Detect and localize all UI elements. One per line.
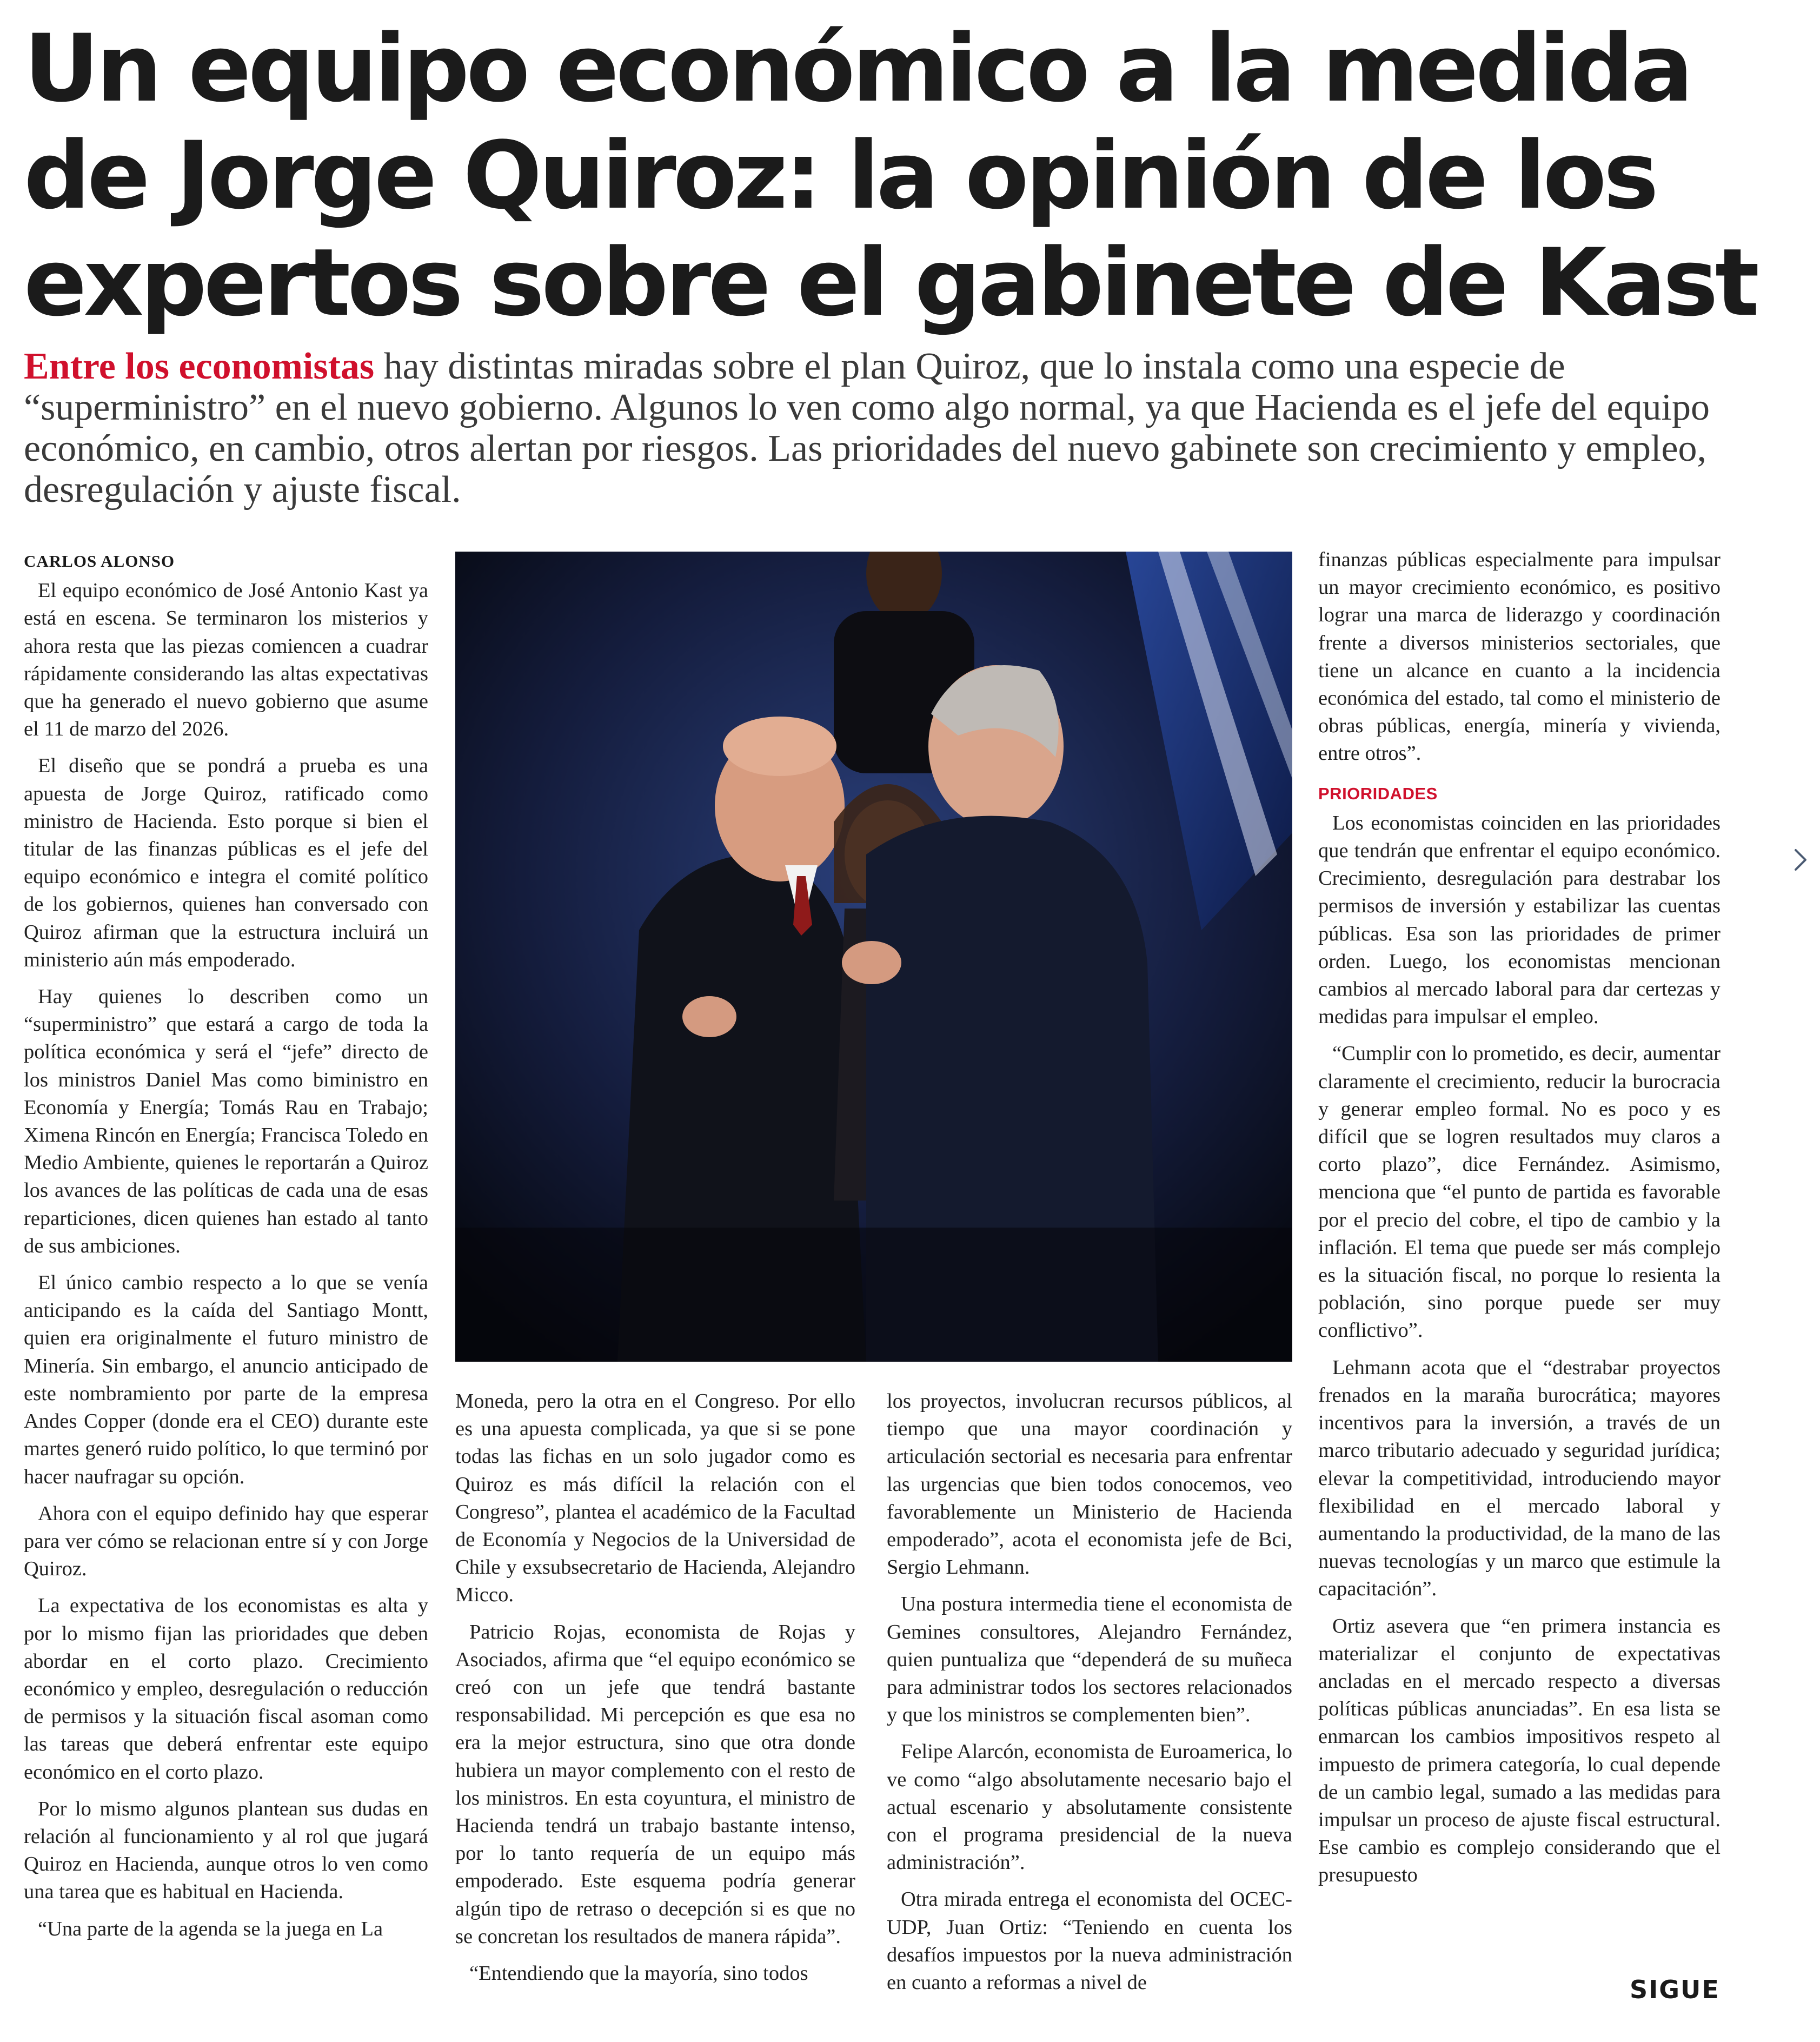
next-page-button[interactable] <box>1788 844 1814 876</box>
paragraph: “Entendiendo que la mayoría, sino todos <box>469 1962 808 1985</box>
paragraph: Por lo mismo algunos plantean sus dudas en relación al funcionamiento y al rol que jugará Quiroz en Hacienda, aunque otros lo ven como una tarea que es habitual en Hacienda. <box>24 1797 428 1904</box>
paragraph: “Una parte de la agenda se la juega en La <box>38 1917 383 1940</box>
article-column-2 <box>455 1388 855 1997</box>
paragraph: Patricio Rojas, economista de Rojas y Asociados, afirma que “el equipo económico se creó con un jefe que tendrá bastante responsabilidad. Mi percepción es que esa no era la mejor estructura, sino que otra donde hubiera un mayor complemento con el resto de los ministros. En esta coyuntura, el ministro de Hacienda tendrá un trabajo bastante intenso, por lo tanto requería de un equipo más empoderado. Este esquema podría generar algún tipo de retraso o decepción si es que no se concretan los resultados de manera rápida”. <box>455 1620 855 1948</box>
paragraph: Una postura intermedia tiene el economista de Gemines consultores, Alejandro Fernández, quien puntualiza que “dependerá de su muñeca para administrar todos los sectores relacionados y que los ministros se complementen bien”. <box>887 1593 1292 1727</box>
paragraph: El diseño que se pondrá a prueba es una apuesta de Jorge Quiroz, ratificado como ministro de Hacienda. Esto porque si bien el titular de las finanzas públicas es el jefe del equipo económico e integra el comité político de los gobiernos, quienes han conversado con Quiroz afirman que la estructura incluirá un ministerio aún más empoderado. <box>24 754 428 971</box>
dek-text: hay distintas miradas sobre el plan Quiroz, que lo instala como una especie de “superministro” en el nuevo gobierno. Algunos lo ven como algo normal, ya que Hacienda es el jefe del equipo económico, en cambio, otros alertan por riesgos. Las prioridades del nuevo gabinete son crecimiento y empleo, desregulación y ajuste fiscal. <box>24 346 1710 510</box>
paragraph: Los economistas coinciden en las prioridades que tendrán que enfrentar el equipo económico. Crecimiento, desregulación para destrabar los permisos de inversión y estabilizar las cuentas públicas. Esa son las prioridades de primer orden. Luego, los economistas mencionan cambios al mercado laboral para dar certezas y medidas para impulsar el empleo. <box>1318 811 1721 1029</box>
paragraph: los proyectos, involucran recursos públicos, al tiempo que una mayor coordinación y articulación sectorial es necesaria para enfrentar las urgencias que bien todos conocemos, veo favorablemente un Ministerio de Hacienda empoderado”, acota el economista jefe de Bci, Sergio Lehmann. <box>887 1390 1292 1579</box>
section-subhead: PRIORIDADES <box>1318 784 1438 803</box>
article-column-4 <box>1318 546 1721 1899</box>
paragraph: Felipe Alarcón, economista de Euroamerica, lo ve como “algo absolutamente necesario bajo el actual escenario y absolutamente consistente con el programa presidencial de la nueva administración”. <box>887 1740 1292 1874</box>
paragraph: Ahora con el equipo definido hay que esperar para ver cómo se relacionan entre sí y con Jorge Quiroz. <box>24 1502 428 1581</box>
paragraph: El equipo económico de José Antonio Kast ya está en escena. Se terminaron los misterios y ahora resta que las piezas comiencen a cuadrar rápidamente considerando las altas expectativas que ha generado el nuevo gobierno que asume el 11 de marzo del 2026. <box>24 579 428 741</box>
article-photo <box>455 552 1292 1362</box>
paragraph: Hay quienes lo describen como un “superministro” que estará a cargo de toda la política económica y será el “jefe” directo de los ministros Daniel Mas como biministro en Economía y Energía; Tomás Rau en Trabajo; Ximena Rincón en Energía; Francisca Toledo en Medio Ambiente, quienes le reportarán a Quiroz los avances de las políticas de cada una de esas reparticiones, dicen quienes han estado al tanto de sus ambiciones. <box>24 985 428 1257</box>
byline: CARLOS ALONSO <box>24 552 175 571</box>
paragraph: Ortiz asevera que “en primera instancia es materializar el conjunto de expectativas ancladas en el mercado respecto a diversas políticas públicas anunciadas”. En esa lista se enmarcan los cambios impositivos respeto al impuesto de primera categoría, lo cual depende de un cambio legal, sumado a las medidas para impulsar un proceso de ajuste fiscal estructural. Ese cambio es complejo considerando que el presupuesto <box>1318 1614 1721 1887</box>
headline: Un equipo económico a la medida de Jorge Quiroz: la opinión de los expertos sobre el gabinete de Kast <box>24 14 1757 337</box>
chevron-right-icon <box>1792 848 1809 872</box>
dek <box>24 346 1732 510</box>
paragraph: finanzas públicas especialmente para impulsar un mayor crecimiento económico, es positivo lograr una marca de liderazgo y coordinación frente a diversos ministerios sectoriales, que tiene un alcance en cuanto a la incidencia económica del estado, tal como el ministerio de obras públicas, energía, minería y vivienda, entre otros”. <box>1318 548 1721 765</box>
dek-lead: Entre los economistas <box>24 346 375 387</box>
paragraph: La expectativa de los economistas es alta y por lo mismo fijan las prioridades que deben abordar en el corto plazo. Crecimiento económico y empleo, desregulación o reducción de permisos y la situación fiscal asoman como las tareas que deberá enfrentar este equipo económico en el corto plazo. <box>24 1594 428 1784</box>
article-column-3 <box>887 1388 1292 2006</box>
article-column-1 <box>24 547 428 1952</box>
continuation-label: SIGUE <box>1630 1975 1720 2004</box>
photo-kast-quiroz-embrace <box>455 552 1292 1362</box>
paragraph: Moneda, pero la otra en el Congreso. Por ello es una apuesta complicada, ya que si se pone todas las fichas en un solo jugador como es Quiroz es más difícil la relación con el Congreso”, plantea el académico de la Facultad de Economía y Negocios de la Universidad de Chile y exsubsecretario de Hacienda, Alejandro Micco. <box>455 1390 855 1607</box>
paragraph: El único cambio respecto a lo que se venía anticipando es la caída del Santiago Montt, quien era originalmente el futuro ministro de Minería. Sin embargo, el anuncio anticipado de este nombramiento por parte de la empresa Andes Copper (donde era el CEO) durante este martes generó ruido político, lo que terminó por hacer naufragar su opción. <box>24 1271 428 1488</box>
paragraph: “Cumplir con lo prometido, es decir, aumentar claramente el crecimiento, reducir la burocracia y generar empleo formal. No es poco y es difícil que se logren resultados muy claros a corto plazo”, dice Fernández. Asimismo, menciona que “el punto de partida es favorable por el precio del cobre, el tipo de cambio y la inflación. El tema que puede ser más complejo es la situación fiscal, no porque lo resienta la población, sino porque puede ser muy conflictivo”. <box>1318 1042 1721 1342</box>
paragraph: Otra mirada entrega el economista del OCEC-UDP, Juan Ortiz: “Teniendo en cuenta los desafíos impuestos por la nueva administración en cuanto a reformas a nivel de <box>887 1888 1292 1994</box>
paragraph: Lehmann acota que el “destrabar proyectos frenados en la maraña burocrática; mayores incentivos para la inversión, a través de un marco tributario adecuado y seguridad jurídica; elevar la competitividad, introduciendo mayor flexibilidad en el mercado laboral y aumentando la productividad, de la mano de las nuevas tecnologías y un marco que estimule la capacitación”. <box>1318 1356 1721 1601</box>
